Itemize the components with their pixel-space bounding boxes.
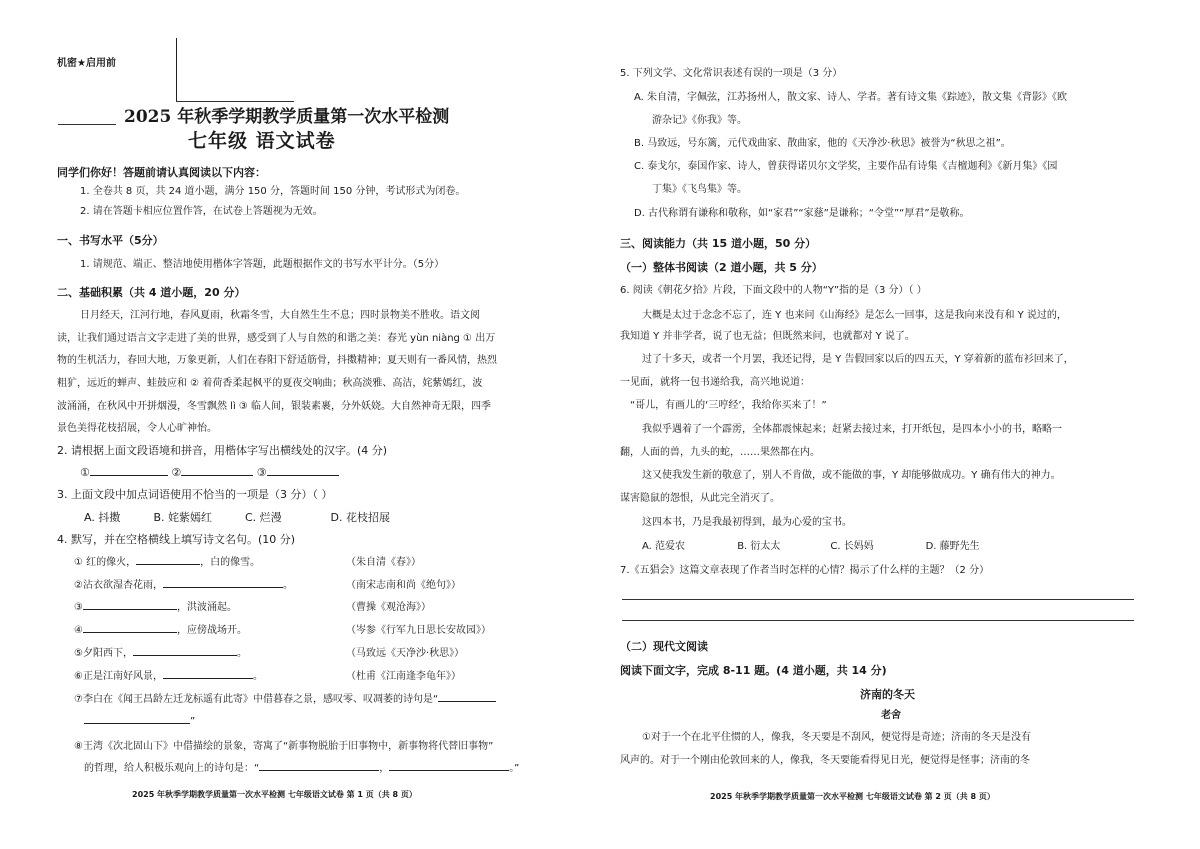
poem-line-6: ⑥正是江南好风景， 。: [74, 671, 263, 682]
q5-option-c-cont: 丁集》《飞鸟集》等。: [652, 184, 747, 195]
option-b[interactable]: B. 姹紫嫣红: [153, 511, 213, 524]
poem-blank[interactable]: [84, 723, 190, 724]
poem-blank[interactable]: [83, 632, 177, 633]
poem-blank[interactable]: [133, 655, 237, 656]
note-2: 2. 请在答题卡相应位置作答，在试卷上答题视为无效。: [80, 206, 323, 217]
reading-instructions: 阅读下面文字，完成 8-11 题。(4 道小题，共 14 分): [620, 664, 887, 677]
excerpt-line: 这四本书，乃是我最初得到，最为心爱的宝书。: [642, 517, 852, 528]
excerpt-line: 这又使我发生新的敬意了，别人不肯做，或不能做的事，Y 却能够做成功。Y 确有伟大的神力。: [642, 470, 1061, 481]
excerpt-line: “哥儿，有画儿的‘三哼经’，我给你买来了！”: [630, 400, 827, 411]
q5-option-c[interactable]: C. 泰戈尔，泰国作家、诗人，曾获得诺贝尔文学奖，主要作品有诗集《吉檀迦利》《新月集》《园: [634, 161, 1058, 172]
poem-line-3: ③ ，洪波涌起。: [74, 602, 237, 613]
answer-blank-1[interactable]: [90, 475, 168, 476]
excerpt-line: 翻，人面的兽，九头的蛇，……果然都在内。: [620, 447, 820, 458]
poem-source: （马致远《天净沙·秋思》）: [346, 648, 465, 659]
question-5: 5. 下列文学、文化常识表述有误的一项是（3 分）: [620, 68, 843, 79]
answer-line[interactable]: [622, 599, 1134, 600]
q5-option-d[interactable]: D. 古代称谓有谦称和敬称，如“家君”“家慈”是谦称；“令堂”“厚君”是敬称。: [634, 208, 970, 219]
poem-line-4: ④ ，应傍战场开。: [74, 625, 247, 636]
q5-option-a-cont: 游杂记》《你我》等。: [652, 115, 747, 126]
answer-blank-2[interactable]: [181, 475, 253, 476]
greeting: 同学们你好！答题前请认真阅读以下内容：: [57, 166, 266, 179]
essay-line: 风声的。对于一个刚由伦敦回来的人，像我，冬天要能看得见日光，便觉得是怪事；济南的冬: [620, 755, 1030, 766]
q5-option-a[interactable]: A. 朱自清，字佩弦，江苏扬州人，散文家、诗人、学者。著有诗文集《踪迹》，散文集《背影》《欧: [634, 92, 1068, 103]
passage-line: 景色美得花枝招展，令人心旷神怡。: [57, 423, 217, 434]
question-3: 3. 上面文段中加点词语使用不恰当的一项是（3 分）（ ）: [57, 488, 333, 501]
passage-line: 日月经天，江河行地，春风夏雨，秋霜冬雪，大自然生生不息；四时景物美不胜收。语文阅: [80, 310, 480, 321]
excerpt-line: 我似乎遇着了一个霹雳，全体都震悚起来；赶紧去接过来，打开纸包，是四本小小的书，略略一: [642, 424, 1062, 435]
q3-options: [84, 511, 390, 524]
subsection-2-heading: （二）现代文阅读: [620, 640, 708, 653]
poem-line-5: ⑤夕阳西下， 。: [74, 648, 247, 659]
poem-blank[interactable]: [163, 678, 253, 679]
question-2: 2. 请根据上面文段语境和拼音，用楷体字写出横线处的汉字。(4 分): [57, 444, 388, 457]
poem-blank[interactable]: [136, 564, 200, 565]
essay-author: 老舍: [881, 710, 901, 721]
page-footer-1: 2025 年秋季学期教学质量第一次水平检测 七年级语文试卷 第 1 页（共 8 页）: [132, 790, 417, 799]
title-underline: [58, 124, 116, 125]
essay-line: ①对于一个在北平住惯的人，像我，冬天要是不刮风，便觉得是奇迹；济南的冬天是没有: [642, 732, 1031, 743]
poem-blank[interactable]: [83, 609, 177, 610]
excerpt-line: 谋害隐鼠的怨恨，从此完全消灭了。: [620, 493, 780, 504]
passage-line: 粗犷，远近的蝉声、蛙鼓应和 ② 着荷香柔起枫平的夏夜交响曲；秋高淡雅、高洁，姹紫嫣红，波: [57, 378, 483, 389]
answer-blank-3[interactable]: [267, 475, 339, 476]
poem-line-7-cont: ”: [84, 716, 195, 728]
poem-source: （杜甫《江南逢李龟年》）: [346, 671, 461, 682]
question-4: 4. 默写，并在空格横线上填写诗文名句。(10 分): [57, 533, 296, 546]
poem-source: （岑参《行军九日思长安故园》）: [346, 625, 491, 636]
option-d[interactable]: D. 藤野先生: [925, 541, 980, 552]
poem-source: （南宋志南和尚《绝句》）: [346, 580, 461, 591]
q5-option-b[interactable]: B. 马致远，号东篱，元代戏曲家、散曲家，他的《天净沙·秋思》被誉为“秋思之祖”。: [634, 138, 1011, 149]
poem-line-7: ⑦李白在《闻王昌龄左迁龙标遥有此寄》中借暮春之景，感叹零、叹凋萎的诗句是“: [74, 694, 496, 706]
subsection-1-heading: （一）整体书阅读（2 道小题，共 5 分）: [620, 261, 823, 274]
right-page: [600, 0, 1200, 849]
blank-label-2: ②: [171, 466, 182, 479]
poem-source: （曹操《观沧海》）: [346, 602, 431, 613]
question-7: 7.《五猖会》这篇文章表现了作者当时怎样的心情？揭示了什么样的主题？（2 分）: [620, 565, 990, 576]
note-1: 1. 全卷共 8 页，共 24 道小题，满分 150 分，答题时间 150 分钟，考试形式为闭卷。: [80, 186, 466, 197]
poem-source: （朱自清《春》）: [346, 557, 421, 568]
option-c[interactable]: C. 长妈妈: [830, 541, 874, 552]
excerpt-line: 我知道 Y 并非学者，说了也无益；但既然来问，也就都对 Y 说了。: [620, 331, 915, 342]
option-a[interactable]: A. 范爱农: [642, 541, 686, 552]
option-a[interactable]: A. 抖擞: [84, 511, 121, 524]
confidential-label: 机密★启用前: [57, 58, 116, 69]
essay-title: 济南的冬天: [860, 688, 915, 701]
blank-label-1: ①: [80, 466, 90, 479]
excerpt-line: 过了十多天，或者一个月罢，我还记得，是 Y 告假回家以后的四五天，Y 穿着新的蓝布衫回来了，: [642, 354, 1074, 365]
question-6: 6. 阅读《朝花夕拾》片段，下面文段中的人物“Y”指的是（3 分）（ ）: [620, 285, 927, 296]
binding-line-h: [176, 101, 294, 102]
passage-line: 波涌涌，在秋风中开拼烟漫，冬雪飘然 lì ③ 临人间，银装素裹，分外妖娆。大自然神奇无限，四季: [57, 401, 492, 412]
passage-line: 读，让我们通过语言文字走进了美的世界，感受到了人与自然的和谐之美：春光 yùn niàng ① 出万: [57, 333, 496, 344]
question-1: 1. 请规范、端正、整洁地使用楷体字答题，此题根据作文的书写水平计分。（5分）: [80, 259, 445, 270]
poem-blank[interactable]: [438, 701, 496, 702]
poem-line-1: ① 红的像火， ，白的像雪。: [74, 557, 261, 568]
poem-line-8: ⑧王湾《次北固山下》中借描绘的景象，寄寓了“新事物脱胎于旧事物中，新事物将代替旧事物”: [74, 741, 494, 752]
answer-line[interactable]: [622, 620, 1134, 621]
passage-line: 物的生机活力，春回大地，万象更新，人们在春阳下舒适筋骨，抖擞精神；夏天则有一番风情，热烈: [57, 355, 497, 366]
poem-blank[interactable]: [259, 770, 379, 771]
q2-blanks: [80, 466, 339, 479]
poem-blank[interactable]: [163, 587, 283, 588]
binding-line: [176, 38, 177, 102]
section-2-heading: 二、基础积累（共 4 道小题，20 分）: [57, 286, 246, 299]
page-footer-2: 2025 年秋季学期教学质量第一次水平检测 七年级语文试卷 第 2 页（共 8 页）: [710, 792, 995, 801]
option-b[interactable]: B. 衍太太: [737, 541, 781, 552]
poem-line-2: ②沾衣欲湿杏花雨， 。: [74, 580, 293, 591]
excerpt-line: 一见面，就将一包书递给我，高兴地说道：: [620, 377, 810, 388]
q6-options: [642, 541, 980, 553]
excerpt-line: 大概是太过于念念不忘了，连 Y 也来问《山海经》是怎么一回事，这是我向来没有和 Y 说过的，: [642, 310, 1067, 321]
poem-line-8-cont: 的哲理，给人积极乐观向上的诗句是：“ ， 。”: [84, 763, 520, 774]
exam-title: 2025 年秋季学期教学质量第一次水平检测: [124, 107, 450, 127]
section-1-heading: 一、书写水平（5分）: [57, 234, 164, 247]
blank-label-3: ③: [256, 466, 267, 479]
section-3-heading: 三、阅读能力（共 15 道小题，50 分）: [620, 237, 817, 250]
poem-blank[interactable]: [389, 770, 509, 771]
option-c[interactable]: C. 烂漫: [245, 511, 282, 524]
option-d[interactable]: D. 花枝招展: [330, 511, 390, 524]
exam-subtitle: 七年级 语文试卷: [188, 130, 336, 152]
